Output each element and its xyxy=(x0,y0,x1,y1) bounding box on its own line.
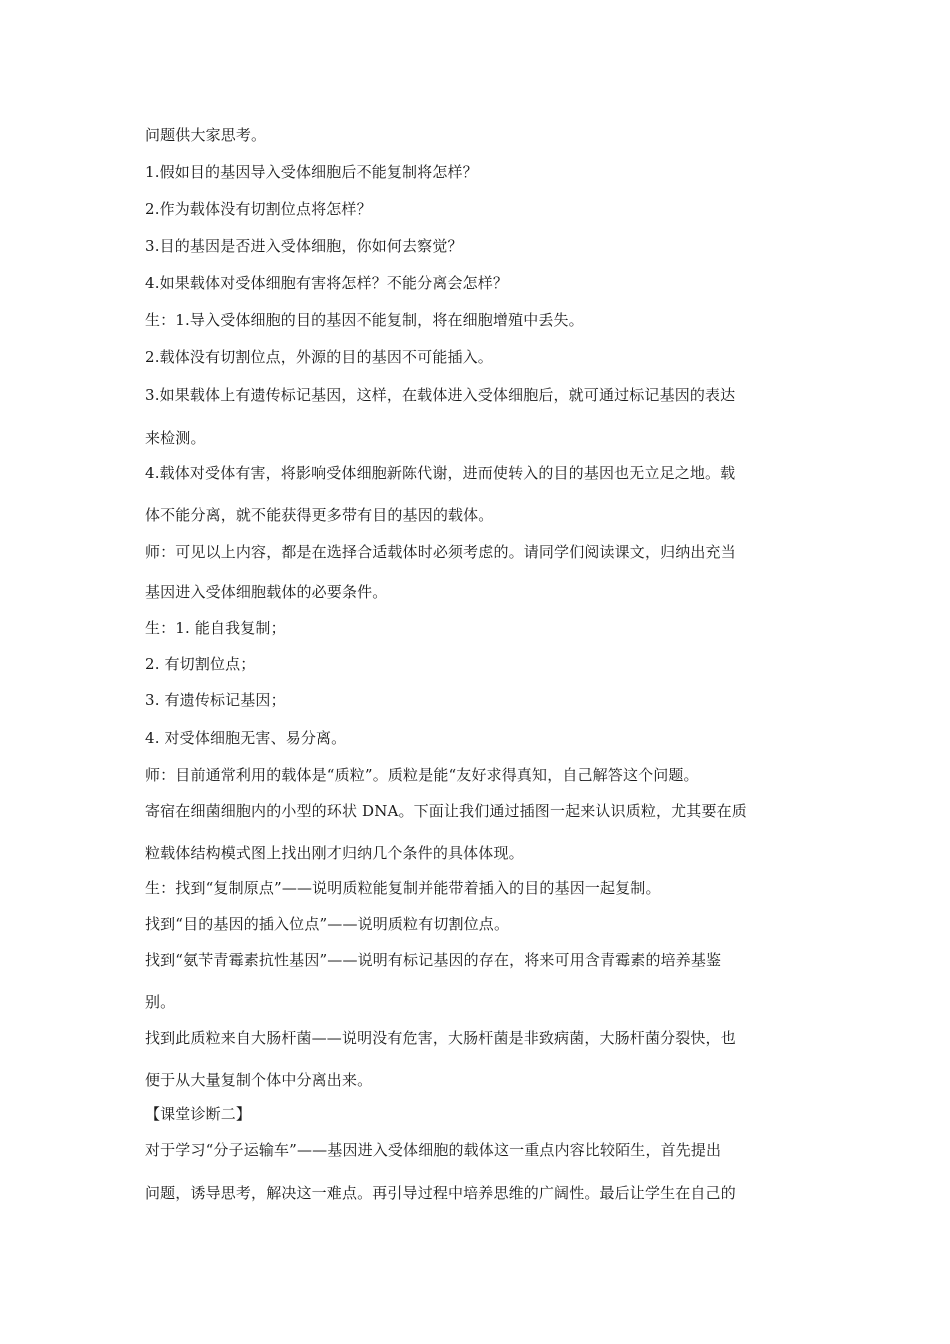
text-line: 师：目前通常利用的载体是“质粒”。质粒是能“友好求得真知，自己解答这个问题。 xyxy=(145,766,699,784)
text-line: 1.假如目的基因导入受体细胞后不能复制将怎样？ xyxy=(145,163,478,181)
text-line: 找到“氨苄青霉素抗性基因”——说明有标记基因的存在，将来可用含青霉素的培养基鉴 xyxy=(145,951,722,969)
text-line: 找到此质粒来自大肠杆菌——说明没有危害，大肠杆菌是非致病菌，大肠杆菌分裂快，也 xyxy=(145,1029,736,1047)
text-line: 便于从大量复制个体中分离出来。 xyxy=(145,1071,373,1089)
text-line: 来检测。 xyxy=(145,429,206,447)
text-line: 4.载体对受体有害，将影响受体细胞新陈代谢，进而使转入的目的基因也无立足之地。载 xyxy=(145,464,736,482)
text-line: 找到“目的基因的插入位点”——说明质粒有切割位点。 xyxy=(145,915,510,933)
text-line: 粒载体结构模式图上找出刚才归纳几个条件的具体体现。 xyxy=(145,844,524,862)
text-line: 3.目的基因是否进入受体细胞，你如何去察觉？ xyxy=(145,237,463,255)
section-heading: 【课堂诊断二】 xyxy=(145,1105,252,1123)
text-line: 别。 xyxy=(145,993,176,1011)
text-line: 生：1. 能自我复制； xyxy=(145,619,286,637)
text-line: 问题供大家思考。 xyxy=(145,126,267,144)
text-line: 生：1.导入受体细胞的目的基因不能复制，将在细胞增殖中丢失。 xyxy=(145,311,584,329)
text-line: 2.作为载体没有切割位点将怎样？ xyxy=(145,200,372,218)
text-line: 师：可见以上内容，都是在选择合适载体时必须考虑的。请同学们阅读课文，归纳出充当 xyxy=(145,543,736,561)
text-line: 基因进入受体细胞载体的必要条件。 xyxy=(145,583,388,601)
text-line: 体不能分离，就不能获得更多带有目的基因的载体。 xyxy=(145,506,494,524)
text-line: 3. 有遗传标记基因； xyxy=(145,691,286,709)
text-line: 2.载体没有切割位点，外源的目的基因不可能插入。 xyxy=(145,348,493,366)
text-line: 对于学习“分子运输车”——基因进入受体细胞的载体这一重点内容比较陌生，首先提出 xyxy=(145,1141,722,1159)
text-line: 3.如果载体上有遗传标记基因，这样，在载体进入受体细胞后，就可通过标记基因的表达 xyxy=(145,386,736,404)
text-line: 问题，诱导思考，解决这一难点。再引导过程中培养思维的广阔性。最后让学生在自己的 xyxy=(145,1184,736,1202)
text-line: 4.如果载体对受体细胞有害将怎样？不能分离会怎样？ xyxy=(145,274,509,292)
text-line: 寄宿在细菌细胞内的小型的环状 DNA。下面让我们通过插图一起来认识质粒，尤其要在质 xyxy=(145,802,747,820)
text-line: 2. 有切割位点； xyxy=(145,655,256,673)
text-line: 生：找到“复制原点”——说明质粒能复制并能带着插入的目的基因一起复制。 xyxy=(145,879,661,897)
text-line: 4. 对受体细胞无害、易分离。 xyxy=(145,729,347,747)
